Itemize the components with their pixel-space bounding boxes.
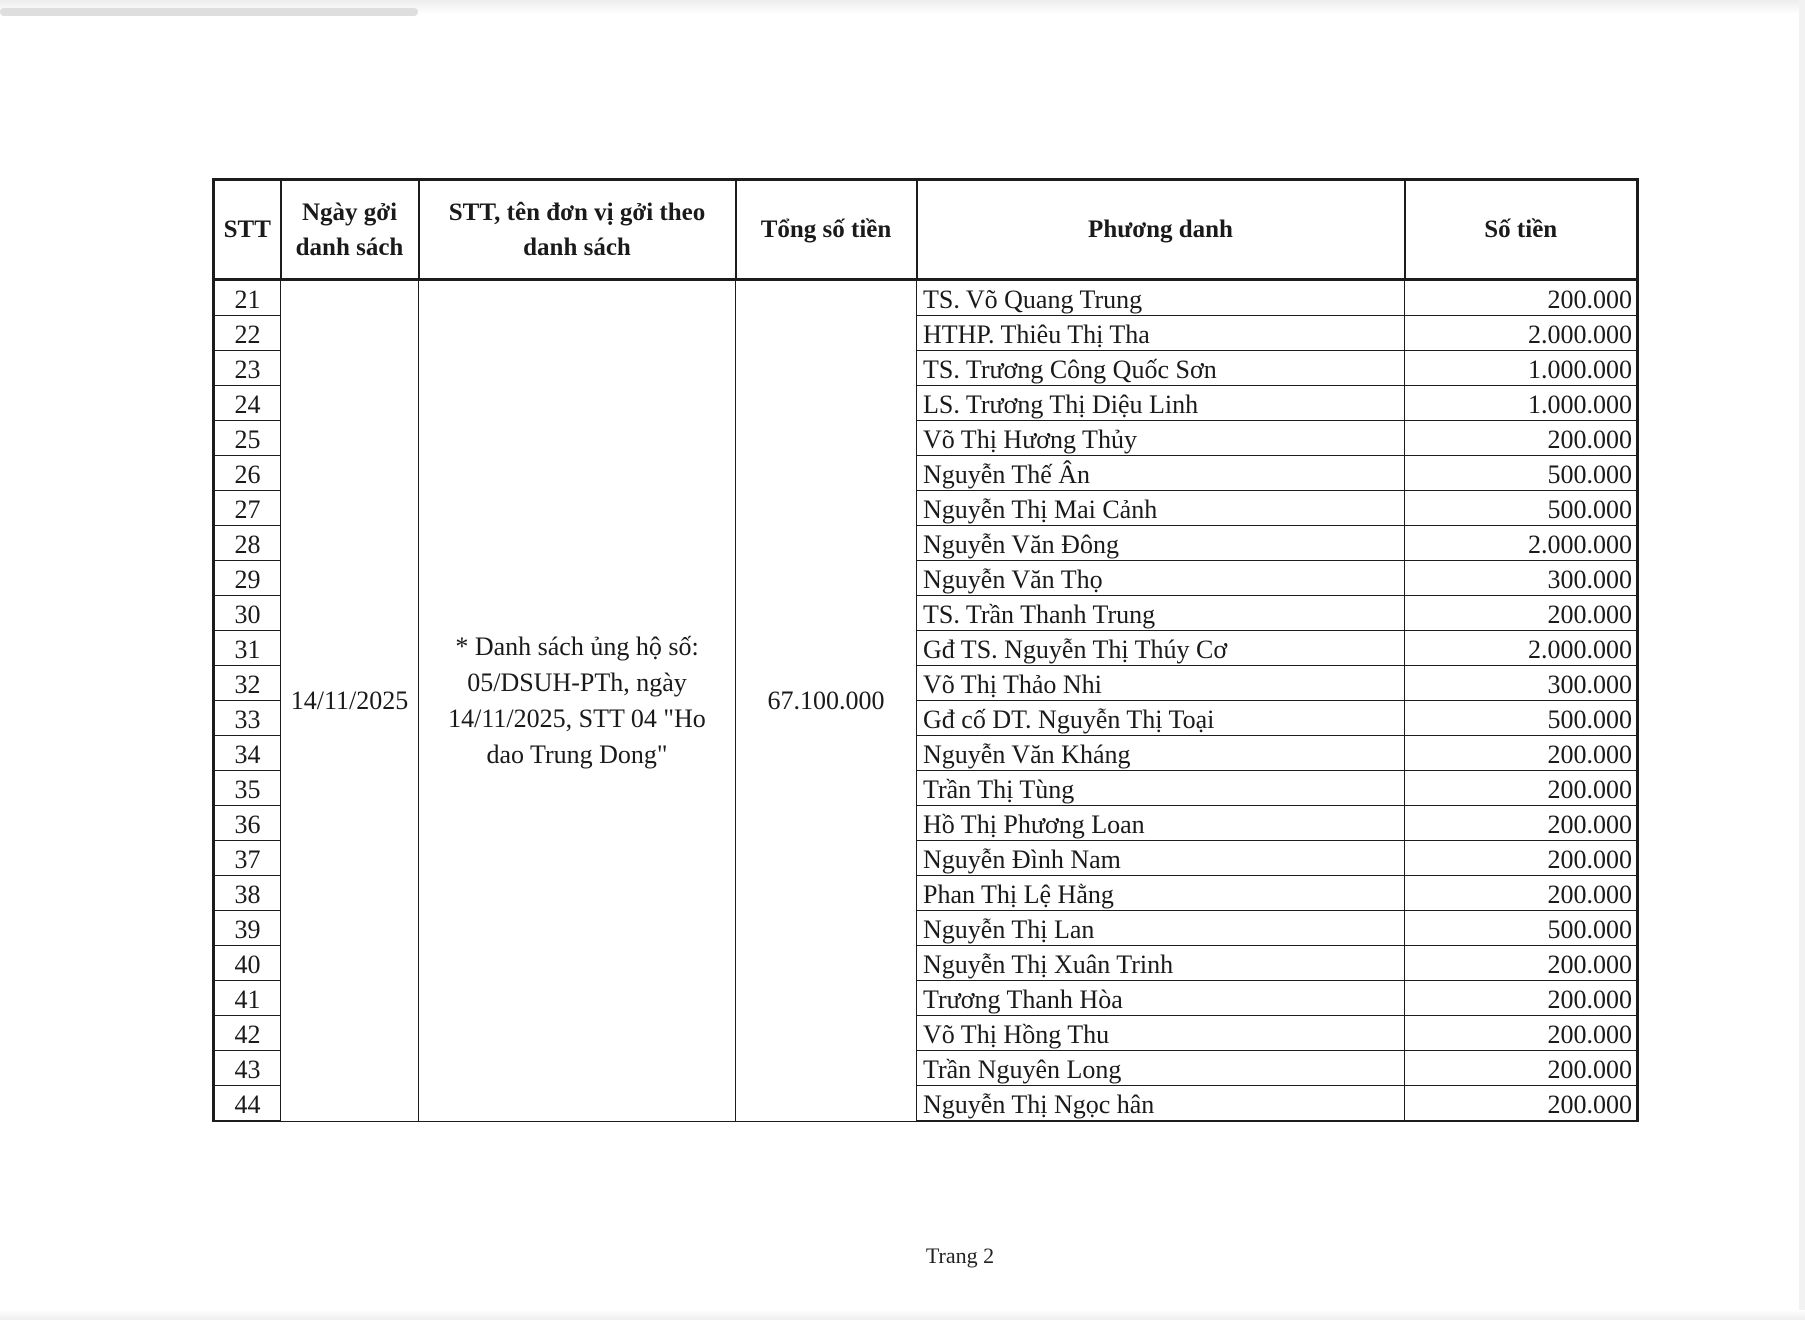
table-header-row [214,180,1638,280]
row-name: Võ Thị Hồng Thu [917,1016,1405,1051]
row-name: Nguyễn Thị Lan [917,911,1405,946]
row-name: Trần Nguyên Long [917,1051,1405,1086]
row-name: Nguyễn Thị Ngọc hân [917,1086,1405,1122]
header-unit-line2: danh sách [523,233,631,261]
row-name: HTHP. Thiêu Thị Tha [917,316,1405,351]
row-name: Nguyễn Đình Nam [917,841,1405,876]
row-stt: 39 [214,911,281,946]
header-unit [419,180,736,280]
row-stt: 34 [214,736,281,771]
row-amount: 500.000 [1405,491,1638,526]
row-name: Nguyễn Thị Xuân Trinh [917,946,1405,981]
page-number: Trang 2 [925,1243,995,1268]
row-amount: 1.000.000 [1405,351,1638,386]
row-name: Nguyễn Văn Kháng [917,736,1405,771]
row-stt: 21 [214,280,281,316]
scan-edge-bottom [0,1310,1805,1320]
row-name: LS. Trương Thị Diệu Linh [917,386,1405,421]
row-name: Võ Thị Hương Thủy [917,421,1405,456]
row-stt: 30 [214,596,281,631]
header-stt: STT [214,180,281,280]
row-amount: 200.000 [1405,1051,1638,1086]
row-name: Nguyễn Văn Đông [917,526,1405,561]
row-stt: 32 [214,666,281,701]
row-name: Trương Thanh Hòa [917,981,1405,1016]
header-date-line2: danh sách [295,233,404,261]
row-stt: 24 [214,386,281,421]
row-amount: 2.000.000 [1405,526,1638,561]
header-amount: Số tiền [1405,180,1638,280]
row-stt: 36 [214,806,281,841]
row-name: Nguyễn Thế Ân [917,456,1405,491]
row-amount: 200.000 [1405,421,1638,456]
header-date-line1: Ngày gởi [301,198,398,226]
group-date: 14/11/2025 [281,280,419,1122]
row-amount: 200.000 [1405,1086,1638,1122]
scan-artifact-bar [0,8,418,16]
row-name: Nguyễn Thị Mai Cảnh [917,491,1405,526]
row-amount: 200.000 [1405,981,1638,1016]
header-name: Phương danh [917,180,1405,280]
row-stt: 35 [214,771,281,806]
row-amount: 1.000.000 [1405,386,1638,421]
row-stt: 37 [214,841,281,876]
row-amount: 200.000 [1405,946,1638,981]
row-stt: 44 [214,1086,281,1122]
row-name: Trần Thị Tùng [917,771,1405,806]
row-name: Gđ TS. Nguyễn Thị Thúy Cơ [917,631,1405,666]
group-unit-cell [419,280,736,1122]
row-amount: 200.000 [1405,596,1638,631]
row-name: Võ Thị Thảo Nhi [917,666,1405,701]
row-stt: 38 [214,876,281,911]
row-stt: 27 [214,491,281,526]
row-stt: 41 [214,981,281,1016]
row-stt: 43 [214,1051,281,1086]
group-unit-text: * Danh sách ủng hộ số: 05/DSUH-PTh, ngày 14/11/2025, STT 04 "Ho dao Trung Dong" [448,631,706,769]
row-name: Hồ Thị Phương Loan [917,806,1405,841]
row-amount: 200.000 [1405,1016,1638,1051]
row-amount: 2.000.000 [1405,316,1638,351]
row-amount: 200.000 [1405,771,1638,806]
donation-table [212,178,1639,1122]
row-name: TS. Võ Quang Trung [917,280,1405,316]
row-stt: 31 [214,631,281,666]
row-amount: 200.000 [1405,876,1638,911]
row-amount: 200.000 [1405,841,1638,876]
row-name: TS. Trần Thanh Trung [917,596,1405,631]
row-stt: 23 [214,351,281,386]
row-stt: 40 [214,946,281,981]
row-amount: 500.000 [1405,911,1638,946]
header-total: Tổng số tiền [736,180,917,280]
row-amount: 500.000 [1405,701,1638,736]
row-stt: 26 [214,456,281,491]
row-amount: 300.000 [1405,666,1638,701]
row-stt: 28 [214,526,281,561]
row-stt: 33 [214,701,281,736]
row-stt: 25 [214,421,281,456]
row-amount: 500.000 [1405,456,1638,491]
header-unit-line1: STT, tên đơn vị gởi theo [448,198,706,226]
row-stt: 42 [214,1016,281,1051]
header-date [281,180,419,280]
table-row [214,280,1638,316]
row-amount: 200.000 [1405,806,1638,841]
row-amount: 200.000 [1405,280,1638,316]
table-body [214,280,1638,1122]
row-stt: 29 [214,561,281,596]
row-amount: 300.000 [1405,561,1638,596]
group-total: 67.100.000 [736,280,917,1122]
row-name: Nguyễn Văn Thọ [917,561,1405,596]
row-name: Phan Thị Lệ Hằng [917,876,1405,911]
scan-edge-right [1799,0,1805,1320]
row-name: Gđ cố DT. Nguyễn Thị Toại [917,701,1405,736]
row-name: TS. Trương Công Quốc Sơn [917,351,1405,386]
row-stt: 22 [214,316,281,351]
row-amount: 2.000.000 [1405,631,1638,666]
row-amount: 200.000 [1405,736,1638,771]
